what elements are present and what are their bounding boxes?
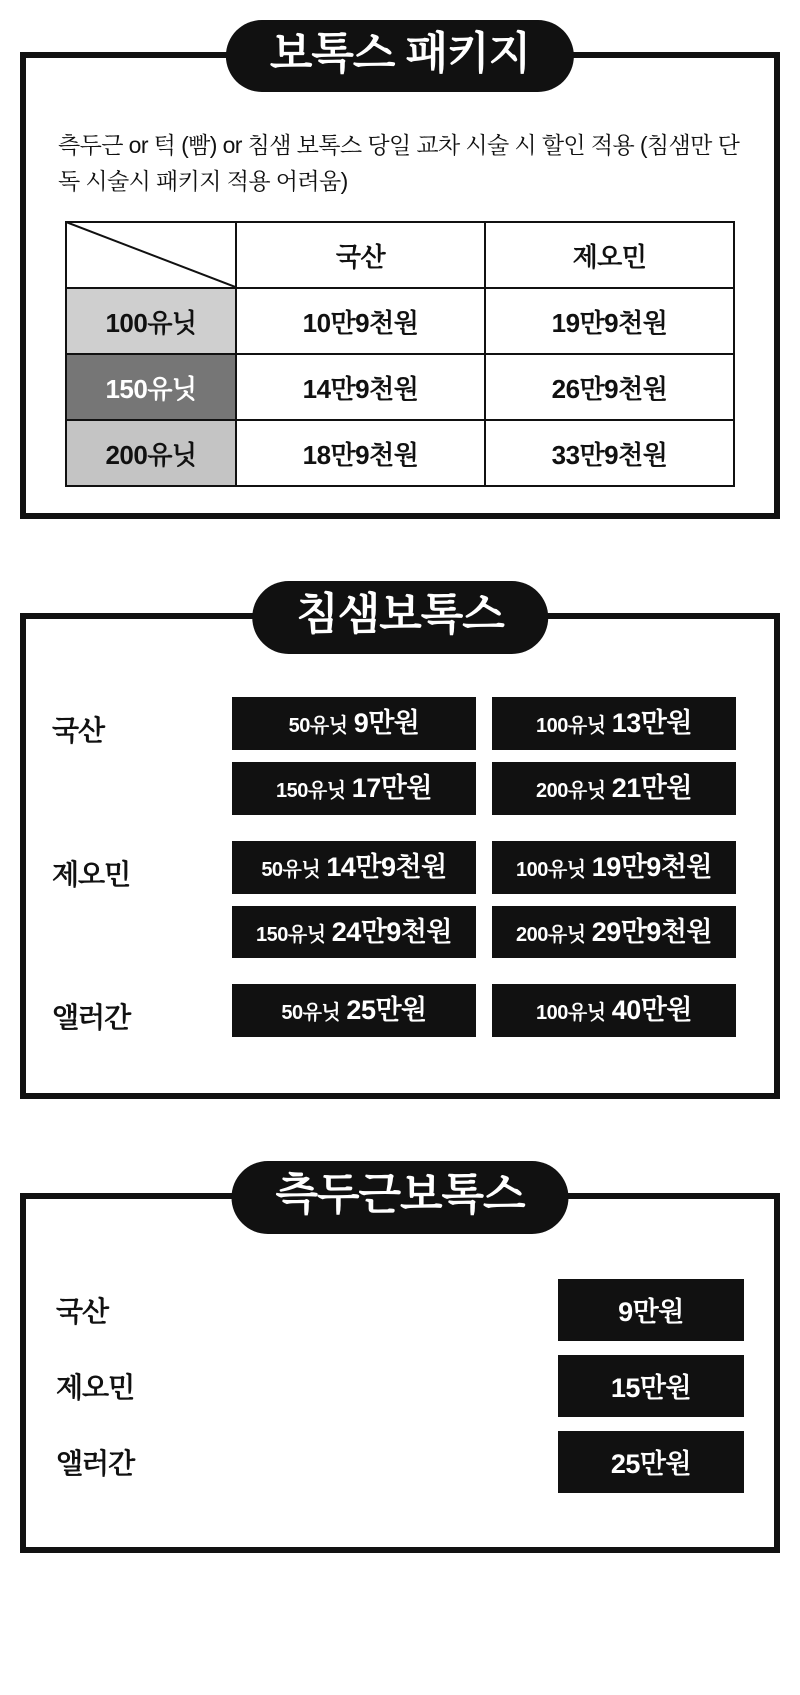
price-chip (232, 762, 476, 815)
brand-block-allergan (52, 984, 748, 1037)
column-header-xeomin: 제오민 (485, 222, 734, 288)
row-label-150: 150유닛 (66, 354, 236, 420)
chip-unit: 100유닛 (536, 715, 606, 738)
diagonal-line-icon (67, 223, 235, 287)
price-chip (492, 906, 736, 959)
brand-name-xeomin: 제오민 (52, 858, 131, 890)
chip-unit: 150유닛 (256, 923, 326, 946)
brand-name-xeomin: 제오민 (56, 1372, 135, 1404)
chip-price: 24만9천원 (331, 916, 452, 947)
chip-unit: 50유닛 (288, 715, 348, 738)
chip-grid-allergan (232, 984, 748, 1037)
price-150-xeomin: 26만9천원 (485, 354, 734, 420)
temporalis-row-domestic (56, 1279, 744, 1341)
brand-name-domestic: 국산 (56, 1296, 109, 1328)
section-title-temporalis: 측두근보톡스 (231, 1161, 568, 1233)
section-title-package: 보톡스 패키지 (226, 20, 574, 92)
brand-block-domestic (52, 697, 748, 815)
price-100-xeomin: 19만9천원 (485, 288, 734, 354)
column-header-domestic: 국산 (236, 222, 485, 288)
chip-price: 40만원 (611, 995, 692, 1026)
price-chip: 25만원 (558, 1431, 744, 1493)
chip-unit: 50유닛 (261, 858, 321, 881)
chip-unit: 150유닛 (276, 780, 346, 803)
chip-grid-xeomin (232, 841, 748, 959)
chip-unit: 100유닛 (516, 858, 586, 881)
price-chip (492, 841, 736, 894)
price-100-domestic: 10만9천원 (236, 288, 485, 354)
price-200-domestic: 18만9천원 (236, 420, 485, 486)
chip-unit: 50유닛 (281, 1002, 341, 1025)
chip-price: 13만원 (611, 708, 692, 739)
price-chip: 9만원 (558, 1279, 744, 1341)
row-label-200: 200유닛 (66, 420, 236, 486)
section-botox-package (20, 29, 780, 519)
brand-name-allergan: 앨러간 (56, 1448, 135, 1480)
chip-unit: 200유닛 (536, 780, 606, 803)
price-chip (232, 906, 476, 959)
brand-block-xeomin (52, 841, 748, 959)
chip-price: 25만원 (346, 995, 427, 1026)
section-title-saliva: 침샘보톡스 (252, 581, 548, 653)
table-corner-cell (66, 222, 236, 288)
price-chip: 15만원 (558, 1355, 744, 1417)
price-chip (492, 984, 736, 1037)
chip-price: 17만원 (351, 773, 432, 804)
price-chip (232, 841, 476, 894)
table-row (66, 354, 734, 420)
price-150-domestic: 14만9천원 (236, 354, 485, 420)
brand-name-allergan: 앨러간 (52, 1002, 131, 1034)
brand-name-domestic: 국산 (52, 715, 105, 747)
price-chip (232, 984, 476, 1037)
package-price-table (65, 221, 735, 487)
chip-price: 21만원 (611, 773, 692, 804)
price-chip (492, 697, 736, 750)
chip-price: 19만9천원 (591, 851, 712, 882)
price-chip (492, 762, 736, 815)
chip-grid-domestic (232, 697, 748, 815)
temporalis-row-xeomin (56, 1355, 744, 1417)
chip-price: 29만9천원 (591, 916, 712, 947)
chip-price: 9만원 (353, 708, 420, 739)
price-200-xeomin: 33만9천원 (485, 420, 734, 486)
chip-unit: 100유닛 (536, 1002, 606, 1025)
package-note: 측두근 or 턱 (빰) or 침샘 보톡스 당일 교차 시술 시 할인 적용 (침샘만 단독 시술시 패키지 적용 어려움) (58, 132, 740, 194)
temporalis-row-allergan (56, 1431, 744, 1493)
chip-price: 14만9천원 (326, 851, 447, 882)
price-chip (232, 697, 476, 750)
table-header-row (66, 222, 734, 288)
table-row (66, 288, 734, 354)
section-saliva-botox (20, 590, 780, 1099)
row-label-100: 100유닛 (66, 288, 236, 354)
section-temporalis-botox (20, 1170, 780, 1553)
price-list-page (0, 29, 800, 1695)
table-row (66, 420, 734, 486)
chip-unit: 200유닛 (516, 923, 586, 946)
